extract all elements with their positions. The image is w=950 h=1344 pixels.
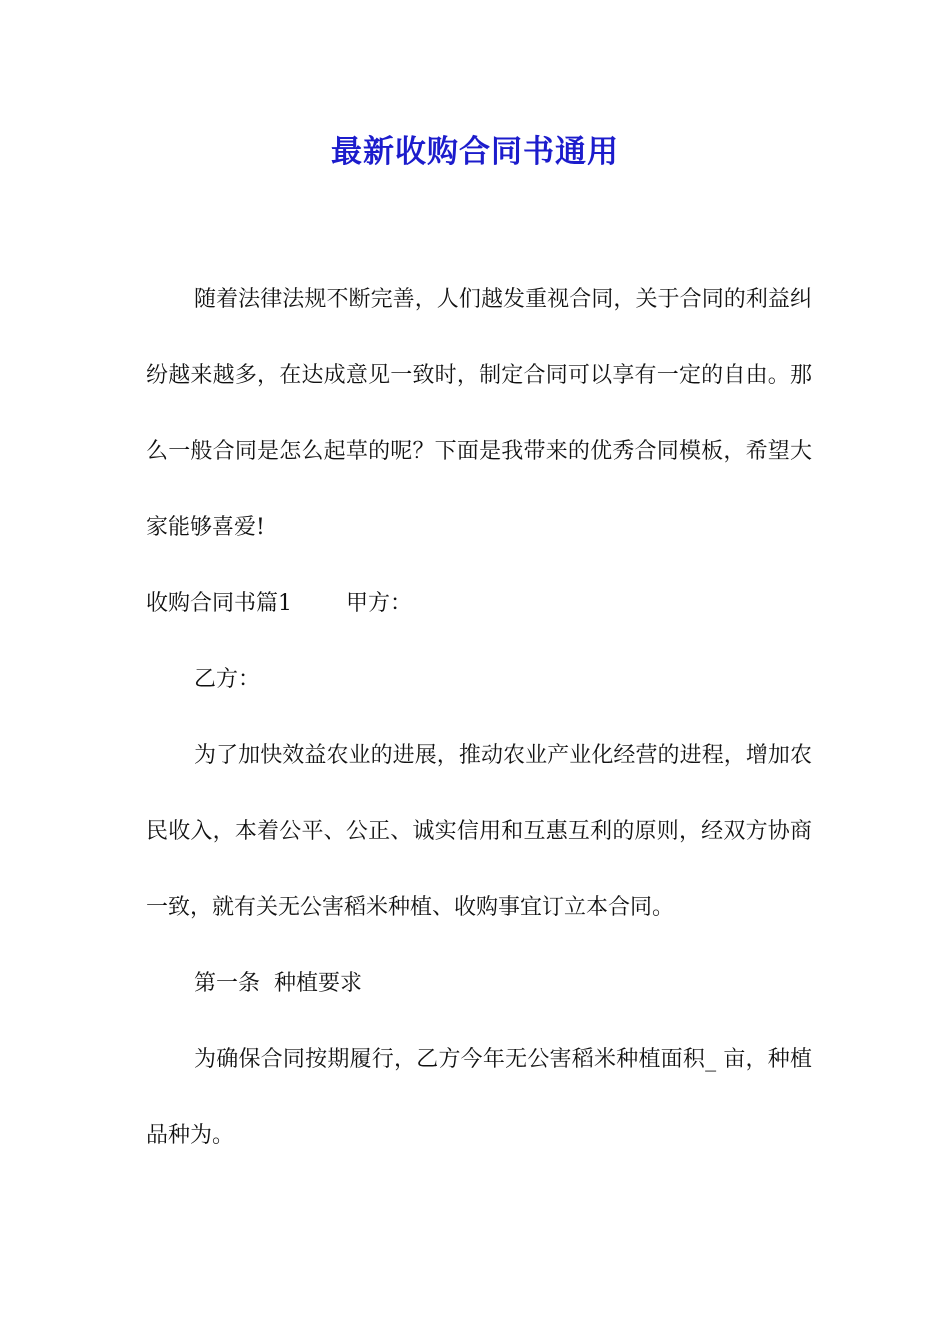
purpose-paragraph: 为了加快效益农业的进展，推动农业产业化经营的进程，增加农民收入，本着公平、公正、诚实信用和互惠互利的原则，经双方协商一致，就有关无公害稻米种植、收购事宜订立本合同。 (146, 743, 812, 920)
section-heading: 收购合同书篇1 (146, 591, 292, 616)
party-b-label: 乙方： (194, 667, 261, 692)
document-body (146, 262, 812, 1174)
article-1-text: 为确保合同按期履行，乙方今年无公害稻米种植面积_ 亩，种植品种为。 (146, 1047, 812, 1148)
section-heading-line (146, 566, 812, 642)
article-1-heading: 第一条 种植要求 (194, 971, 362, 996)
intro-paragraph: 随着法律法规不断完善，人们越发重视合同，关于合同的利益纠纷越来越多，在达成意见一致时，制定合同可以享有一定的自由。那么一般合同是怎么起草的呢？下面是我带来的优秀合同模板，希望大家能够喜爱! (146, 287, 812, 540)
document-title: 最新收购合同书通用 (331, 134, 619, 170)
party-a-label: 甲方： (346, 591, 413, 616)
